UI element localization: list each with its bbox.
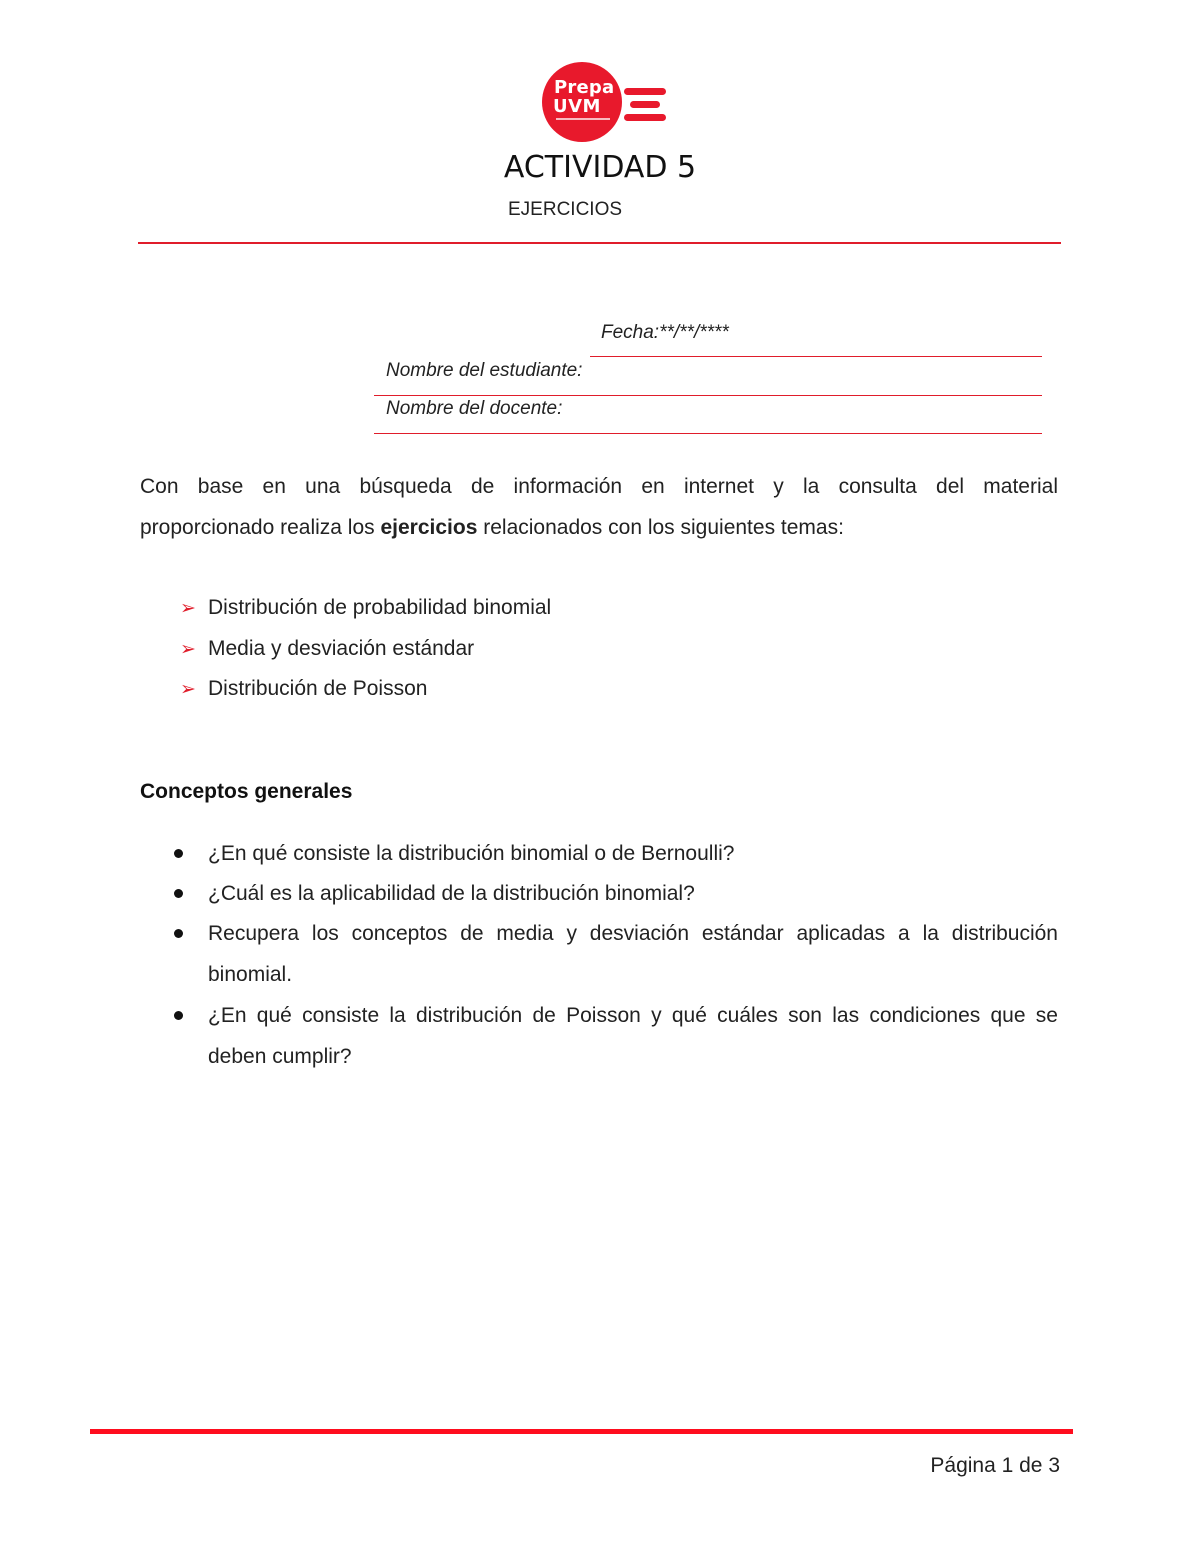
topic-text: Distribución de probabilidad binomial [208,596,552,619]
logo-speed-bar-1 [624,88,666,95]
footer-divider [90,1429,1073,1434]
document-title: ACTIVIDAD 5 [503,150,697,185]
intro-line-2 [140,507,1058,548]
bullet-dot-icon [174,889,183,898]
arrow-bullet-icon: ➢ [180,598,196,619]
fecha-field: Fecha:**/**/**** [601,322,729,343]
question-item [170,833,1058,874]
bullet-dot-icon [174,849,183,858]
topic-item [180,637,474,661]
topic-item [180,596,551,620]
prepa-uvm-logo [540,60,670,146]
intro-text: proporcionado realiza los [140,516,381,539]
student-name-underline [374,395,1042,396]
question-text: Recupera los conceptos de media y desviación estándar aplicadas a la distribución binomial. [208,922,1058,986]
question-item [170,913,1058,995]
intro-bold-keyword: ejercicios [380,516,478,539]
concepts-heading: Conceptos generales [140,780,353,803]
logo-text-prepa: Prepa [554,77,615,98]
intro-line-1: Con base en una búsqueda de información en internet y la consulta del material [140,475,1058,498]
question-text: ¿En qué consiste la distribución de Poisson y qué cuáles son las condiciones que se deben cumplir? [208,1004,1058,1068]
question-text: ¿Cuál es la aplicabilidad de la distribución binomial? [208,882,695,905]
logo-text-uvm: UVM [553,96,601,117]
topic-text: Media y desviación estándar [208,637,475,660]
bullet-dot-icon [174,1011,183,1020]
logo-speed-bar-2 [630,101,660,108]
topic-item [180,677,427,701]
student-name-field: Nombre del estudiante: [386,360,583,381]
arrow-bullet-icon: ➢ [180,679,196,700]
teacher-name-underline [374,433,1042,434]
page-number: Página 1 de 3 [930,1454,1060,1477]
topic-text: Distribución de Poisson [208,677,428,700]
fecha-underline [590,356,1042,357]
logo-speed-bar-3 [624,114,666,121]
teacher-name-field: Nombre del docente: [386,398,563,419]
question-item [170,873,1058,914]
intro-text-end: relacionados con los siguientes temas: [477,516,844,539]
intro-paragraph [140,466,1058,548]
question-item [170,995,1058,1077]
arrow-bullet-icon: ➢ [180,639,196,660]
header-divider [138,242,1061,244]
document-subtitle: EJERCICIOS [508,199,623,220]
question-text: ¿En qué consiste la distribución binomial o de Bernoulli? [208,842,735,865]
logo-tagline [556,118,610,120]
bullet-dot-icon [174,929,183,938]
